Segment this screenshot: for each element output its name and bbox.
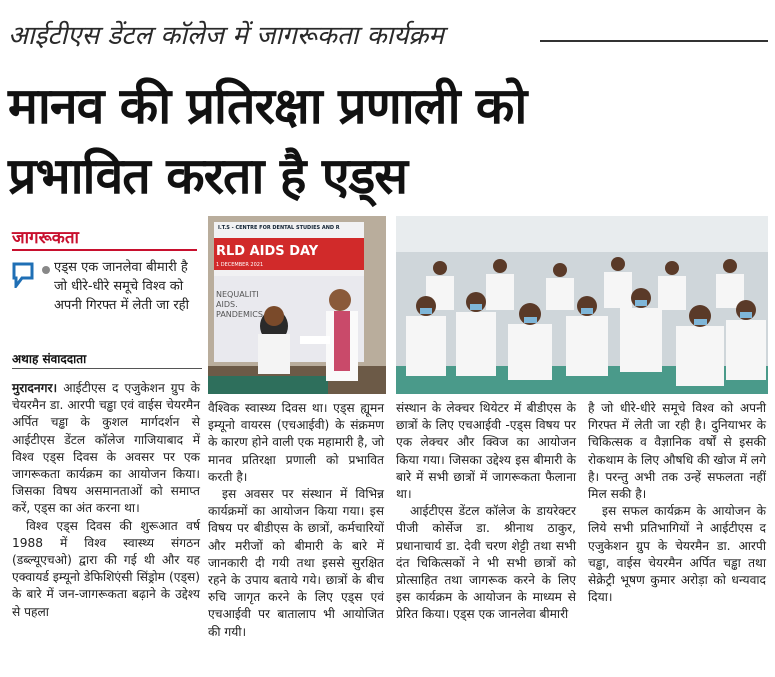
column-4-paragraph-2: इस सफल कार्यक्रम के आयोजन के लिये सभी प्रतिभागियों ने आईटीएस द एजुकेशन ग्रुप के चेयरमैन डा. आरपी चड्ढा, वाईस चेयरमैन अर्पित चड्ढा तथा सेक्रेट्री भूषण कुमार अरोड़ा को धन्यवाद दिया। (588, 504, 766, 605)
banner-text: NEQUALITI AIDS. PANDEMICS (216, 290, 263, 319)
blurb: एड्स एक जानलेवा बीमारी है जो धीरे-धीरे समूचे विश्व को अपनी गिरफ्त में लेती जा रही (54, 260, 189, 313)
column-4-paragraph-1: है जो धीरे-धीरे समूचे विश्व को अपनी गिरफ्त में लेती जा रही है। दुनियाभर के चिकित्सक व वैज्ञानिक वर्षों से इसकी रोकथाम के लिए औषधि की खोज में लगे है। परन्तु अभी तक उन्हें सफलता नहीं मिल सकी है। (588, 401, 766, 502)
banner-date: 1 DECEMBER 2021 (216, 262, 264, 268)
quote-icon (12, 262, 34, 288)
byline: अथाह संवाददाता (12, 352, 87, 366)
photo-students (396, 216, 768, 394)
kicker: आईटीएस डेंटल कॉलेज में जागरूकता कार्यक्रम (8, 21, 444, 51)
headline-line-2: प्रभावित करता है एड्स (8, 147, 408, 205)
article-column-2 (208, 400, 384, 641)
column-2-paragraph-2: इस अवसर पर संस्थान में विभिन्न कार्यक्रमों का आयोजन किया गया। इस विषय पर बीडीएस के छात्रों, कर्मचारियों और मरीजों को बीमारी के बारे में जानकारी दी गयी तथा इससे सुरक्षित रहने के उपाय बताये गये। छात्रों के बीच रुचि जागृत करने के लिए एड्स एवं एचआईवी पर बातालाप भी आयोजित की गयी। (208, 487, 384, 639)
kicker-rule (540, 40, 768, 42)
bullet-icon (42, 266, 50, 274)
column-1-paragraph-1: आईटीएस द एजुकेशन ग्रुप के चेयरमैन डा. आरपी चड्ढा एवं वाईस चेयरमैन अर्पित चड्ढा के कुशल मार्गदर्शन से आईटीएस डेंटल कॉलेज गाजियाबाद में विश्व एड्स दिवस के अवसर पर एक जागरूकता कार्यक्रम का आयोजन किया। जिसका विषय असमानताओं को समाप्त करें, एड्स का अंत करना था। (12, 381, 200, 516)
column-3-paragraph-1: संस्थान के लेक्चर थियेटर में बीडीएस के छात्रों के लिए एचआईवी -एड्स विषय पर एक लेक्चर और क्विज का आयोजन किया गया। जिसका उद्देश्य इस बीमारी के बारे में सभी छात्रों में जागरूकता फैलाना था। (396, 401, 576, 502)
column-1-paragraph-2: विश्व एड्स दिवस की शुरूआत वर्ष 1988 में विश्व स्वास्थ्य संगठन (डब्ल्यूएचओ) द्वारा की गई थी और यह एक्वायर्ड इम्यूनो डेफिशिएंसी सिंड्रोम (एड्स) के बारे में जन-जागरूकता बढ़ाने के उद्देश्य से पहला (12, 518, 200, 619)
byline-divider (12, 368, 202, 369)
dateline: मुरादनगर। (12, 381, 58, 395)
banner-title: RLD AIDS DAY (216, 244, 319, 259)
article-column-4 (588, 400, 766, 606)
photo-speaker (208, 216, 386, 394)
column-2-paragraph-1: वैश्विक स्वास्थ्य दिवस था। एड्स ह्यूमन इम्यूनो वायरस (एचआईवी) के संक्रमण के कारण होने वाली एक महामारी है, जो मानव प्रतिरक्षा प्रणाली को प्रभावित करती है। (208, 401, 384, 484)
headline-line-1: मानव की प्रतिरक्षा प्रणाली को (8, 77, 527, 135)
article-column-3 (396, 400, 576, 624)
section-tag: जागरूकता (12, 228, 79, 248)
column-3-paragraph-2: आईटीएस डेंटल कॉलेज के डायरेक्टर पीजी कोर्सेज डा. श्रीनाथ ठाकुर, प्रधानाचार्य डा. देवी चरण शेट्टी तथा सभी दंत चिकित्सकों ने भी सभी छात्रों को प्रोत्साहित तथा जागरूक करने के लिए इस कार्यक्रम के आयोजन के माध्यम से प्रेरित किया। एड्स एक जानलेवा बीमारी (396, 504, 576, 622)
section-divider (12, 249, 197, 251)
article-column-1 (12, 380, 200, 621)
banner-header: I.T.S - CENTRE FOR DENTAL STUDIES AND R (218, 225, 340, 231)
